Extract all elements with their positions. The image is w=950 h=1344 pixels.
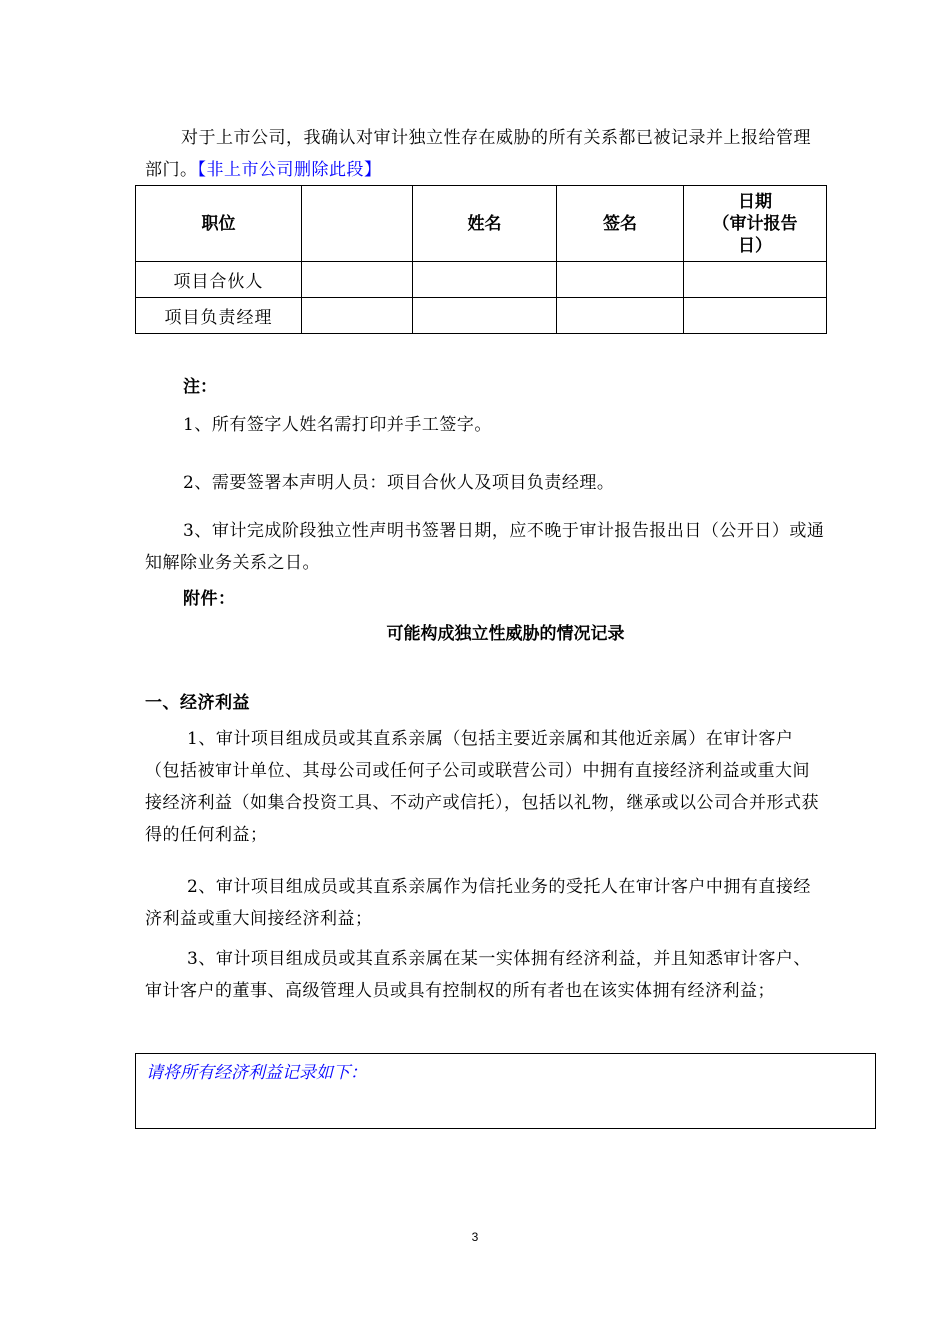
name-cell[interactable] [413, 298, 557, 334]
section-item-2: 2、审计项目组成员或其直系亲属作为信托业务的受托人在审计客户中拥有直接经济利益或重大间接经济利益； [145, 877, 811, 929]
section-item-1: 1、审计项目组成员或其直系亲属（包括主要近亲属和其他近亲属）在审计客户（包括被审计单位、其母公司或任何子公司或联营公司）中拥有直接经济利益或重大间接经济利益（如集合投资工具、不动产或信托），包括以礼物，继承或以公司合并形式获得的任何利益； [145, 729, 819, 845]
header-blank [302, 186, 413, 262]
date-cell[interactable] [684, 262, 827, 298]
header-signature: 签名 [557, 186, 684, 262]
record-prompt: 请将所有经济利益记录如下： [146, 1063, 367, 1083]
intro-text: 对于上市公司，我确认对审计独立性存在威胁的所有关系都已被记录并上报给管理部门。 [145, 128, 811, 180]
header-date [684, 186, 827, 262]
signature-cell[interactable] [557, 262, 684, 298]
intro-paragraph [145, 122, 827, 186]
table-header-row [136, 186, 827, 262]
signature-cell[interactable] [557, 298, 684, 334]
blank-cell[interactable] [302, 298, 413, 334]
header-name: 姓名 [413, 186, 557, 262]
header-position: 职位 [136, 186, 302, 262]
page-number: 3 [471, 1230, 479, 1244]
note-item-2: 2、需要签署本声明人员：项目合伙人及项目负责经理。 [183, 473, 615, 493]
row-position-cell: 项目合伙人 [136, 262, 302, 298]
attachment-title: 可能构成独立性威胁的情况记录 [386, 624, 625, 644]
intro-blue-note: 【非上市公司删除此段】 [197, 160, 382, 180]
attachment-label: 附件： [183, 589, 236, 609]
section-heading: 一、经济利益 [145, 693, 250, 713]
note-item-1: 1、所有签字人姓名需打印并手工签字。 [183, 415, 492, 435]
header-date-line-2: （审计报告 [712, 213, 798, 234]
section-item-3: 3、审计项目组成员或其直系亲属在某一实体拥有经济利益，并且知悉审计客户、审计客户的董事、高级管理人员或具有控制权的所有者也在该实体拥有经济利益； [145, 949, 811, 1001]
date-cell[interactable] [684, 298, 827, 334]
notes-heading: 注： [183, 377, 217, 397]
record-box[interactable] [135, 1053, 876, 1129]
table-row [136, 298, 827, 334]
row-position-cell: 项目负责经理 [136, 298, 302, 334]
note-item-3: 3、审计完成阶段独立性声明书签署日期，应不晚于审计报告报出日（公开日）或通知解除业务关系之日。 [145, 521, 825, 573]
header-date-line-1: 日期 [738, 191, 772, 212]
header-date-line-3: 日） [738, 235, 772, 256]
name-cell[interactable] [413, 262, 557, 298]
blank-cell[interactable] [302, 262, 413, 298]
signature-table [135, 185, 827, 334]
table-row [136, 262, 827, 298]
